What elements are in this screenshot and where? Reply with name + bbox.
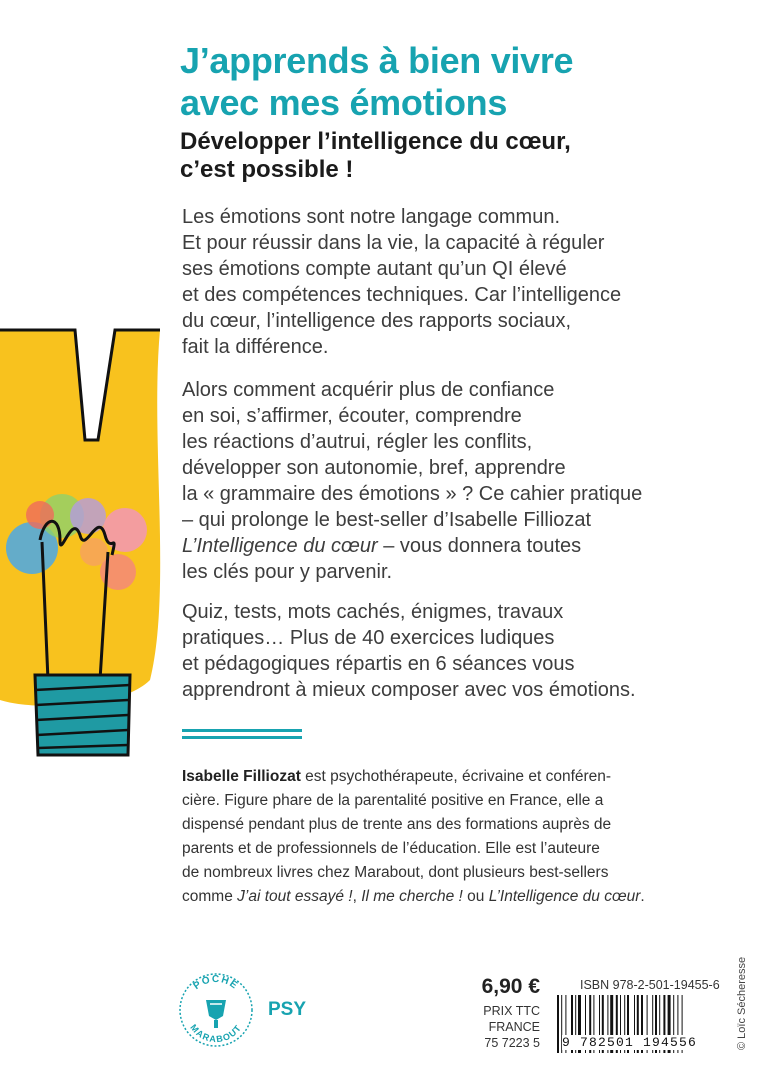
text-line: du cœur, l’intelligence des rapports sociaux, xyxy=(182,310,572,332)
lightbulb-illustration xyxy=(0,290,180,760)
text-line: les réactions d’autrui, régler les conflits, xyxy=(182,431,533,453)
text-line: Quiz, tests, mots cachés, énigmes, travaux xyxy=(182,601,564,623)
divider-line xyxy=(182,736,302,739)
price: 6,90 € xyxy=(481,975,540,998)
text-line: et des compétences techniques. Car l’intelligence xyxy=(182,284,622,306)
blurb-paragraph-1 xyxy=(182,204,712,360)
text-line: fait la différence. xyxy=(182,336,329,358)
author-name: Isabelle Filliozat xyxy=(182,768,301,785)
subtitle-line-2: c’est possible ! xyxy=(180,156,354,183)
text-fragment: est psychothérapeute, écrivaine et conféren- xyxy=(300,768,612,785)
photo-credit: © Loïc Sécheresse xyxy=(736,956,748,1050)
text-line: les clés pour y parvenir. xyxy=(182,561,393,583)
text-line: Alors comment acquérir plus de confiance xyxy=(182,379,555,401)
text-fragment: – vous donnera toutes xyxy=(377,535,582,557)
section-divider xyxy=(182,729,302,743)
text-line xyxy=(182,765,682,789)
barcode-bar xyxy=(557,995,559,1053)
text-line: la « grammaire des émotions » ? Ce cahier pratique xyxy=(182,483,643,505)
divider-line xyxy=(182,729,302,732)
barcode-digits: 9 782501 194556 xyxy=(562,1035,722,1050)
isbn: ISBN 978-2-501-19455-6 xyxy=(580,978,720,992)
blurb-paragraph-2 xyxy=(182,377,712,585)
text-line: cière. Figure phare de la parentalité positive en France, elle a xyxy=(182,792,604,809)
text-fragment: ou xyxy=(462,888,489,905)
pink-dot xyxy=(103,508,147,552)
text-line: Et pour réussir dans la vie, la capacité à réguler xyxy=(182,232,605,254)
text-line: apprendront à mieux composer avec vos émotions. xyxy=(182,679,636,701)
text-line: ses émotions compte autant qu’un QI élevé xyxy=(182,258,567,280)
title-line-1: J’apprends à bien vivre xyxy=(180,40,574,81)
blurb-paragraph-3 xyxy=(182,599,712,703)
text-fragment: . xyxy=(640,888,645,905)
orange-dot xyxy=(80,538,108,566)
text-line: pratiques… Plus de 40 exercices ludiques xyxy=(182,627,555,649)
poche-marabout-logo xyxy=(176,970,256,1050)
book-title xyxy=(180,40,720,124)
author-bio xyxy=(182,765,682,909)
text-line: et pédagogiques répartis en 6 séances vous xyxy=(182,653,575,675)
text-line: de nombreux livres chez Marabout, dont plusieurs best-sellers xyxy=(182,864,609,881)
book-subtitle xyxy=(180,128,720,184)
price-block xyxy=(430,975,540,1051)
book-title-italic: L’Intelligence du cœur xyxy=(488,888,641,905)
title-line-2: avec mes émotions xyxy=(180,82,508,123)
text-line: développer son autonomie, bref, apprendre xyxy=(182,457,566,479)
text-line xyxy=(182,533,712,559)
collection-label: PSY xyxy=(268,999,307,1020)
text-line: dispensé pendant plus de trente ans des formations auprès de xyxy=(182,816,612,833)
book-title-italic: J’ai tout essayé ! xyxy=(237,888,353,905)
svg-text:POCHE xyxy=(192,974,241,992)
logo-bottom-text: MARABOUT xyxy=(188,1022,244,1045)
book-title-italic: L’Intelligence du cœur xyxy=(182,535,378,557)
text-line xyxy=(182,885,682,909)
logo-top-text: POCHE xyxy=(191,973,241,993)
text-fragment: , xyxy=(352,888,362,905)
text-line: Les émotions sont notre langage commun. xyxy=(182,206,560,228)
product-code: 75 7223 5 xyxy=(484,1036,540,1050)
price-label: PRIX TTC FRANCE xyxy=(483,1004,540,1034)
text-line: en soi, s’affirmer, écouter, comprendre xyxy=(182,405,522,427)
text-line: – qui prolonge le best-seller d’Isabelle Filliozat xyxy=(182,509,592,531)
text-fragment: comme xyxy=(182,888,238,905)
text-line: parents et de professionnels de l’éducation. Elle est l’auteure xyxy=(182,840,600,857)
book-title-italic: Il me cherche ! xyxy=(361,888,463,905)
subtitle-line-1: Développer l’intelligence du cœur, xyxy=(180,128,571,155)
red-dot xyxy=(26,501,54,529)
